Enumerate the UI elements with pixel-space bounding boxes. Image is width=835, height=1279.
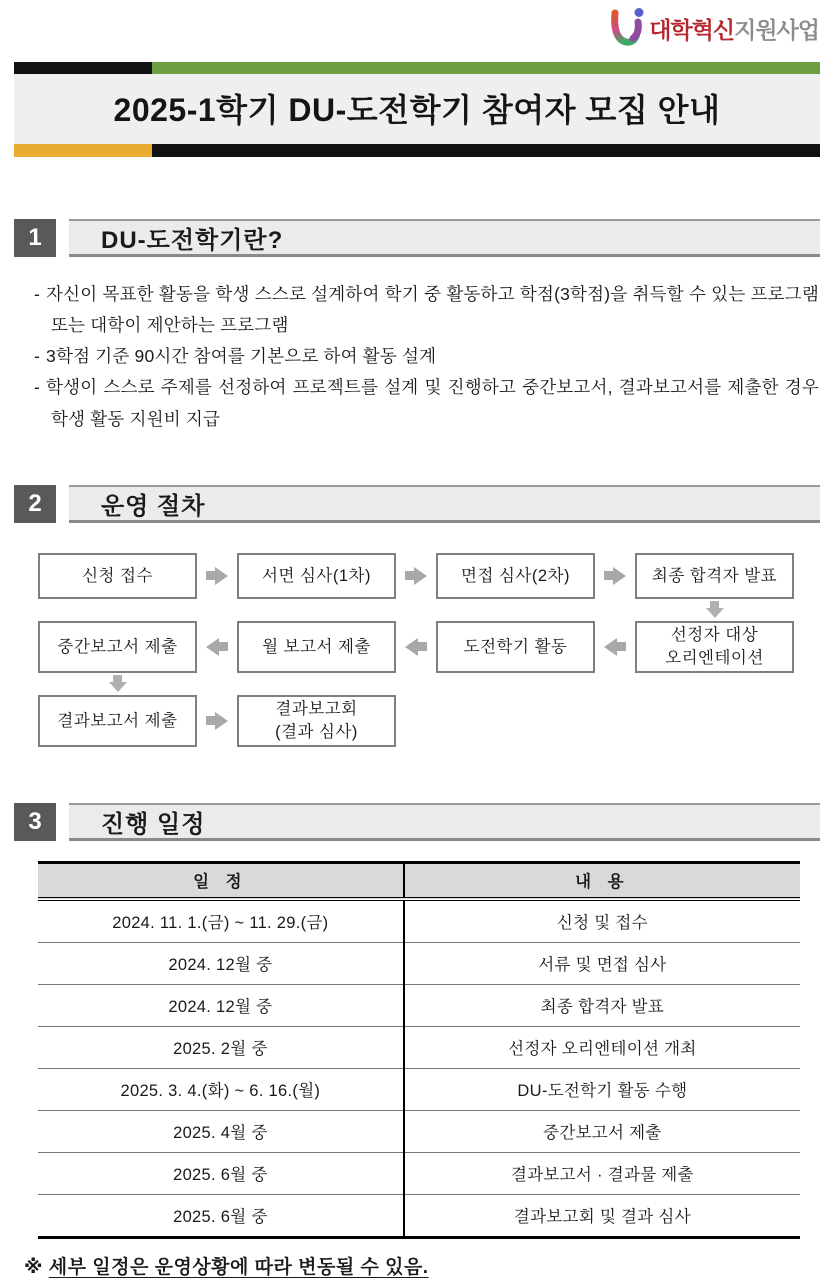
cell-date: 2025. 2월 중 bbox=[38, 1026, 404, 1068]
bullet-text: 자신이 목표한 활동을 학생 스스로 설계하여 학기 중 활동하고 학점(3학점)을 취득할 수 있는 프로그램 또는 대학이 제안하는 프로그램 bbox=[46, 284, 819, 336]
about-bullet-list bbox=[34, 279, 819, 435]
table-row bbox=[38, 899, 800, 943]
column-header-content: 내 용 bbox=[404, 862, 800, 899]
section-1-title: DU-도전학기란? bbox=[69, 219, 820, 257]
cell-content: 결과보고회 및 결과 심사 bbox=[513, 1207, 691, 1226]
university-innovation-logo bbox=[609, 7, 819, 54]
flow-step-final-announcement bbox=[635, 553, 794, 599]
page-title: 2025-1학기 DU-도전학기 참여자 모집 안내 bbox=[113, 92, 721, 128]
arrow-down-icon bbox=[635, 599, 794, 621]
flow-step-interview-review bbox=[436, 553, 595, 599]
section-1-number-badge: 1 bbox=[14, 219, 56, 257]
arrow-left-icon bbox=[595, 621, 635, 673]
arrow-right-icon bbox=[197, 553, 237, 599]
footnote-text: 세부 일정은 운영상황에 따라 변동될 수 있음. bbox=[48, 1256, 429, 1278]
footnote bbox=[24, 1252, 835, 1279]
section-2-header bbox=[14, 485, 820, 523]
process-flowchart bbox=[38, 553, 835, 747]
banner-body bbox=[14, 74, 820, 144]
table-header-row bbox=[38, 862, 800, 899]
flow-step-document-review bbox=[237, 553, 396, 599]
footnote-marker: ※ bbox=[24, 1256, 43, 1278]
section-1-header bbox=[14, 219, 820, 257]
section-3-number-badge: 3 bbox=[14, 803, 56, 841]
cell-date: 2024. 12월 중 bbox=[38, 942, 404, 984]
bullet-dash: - bbox=[34, 377, 41, 398]
table-row bbox=[38, 1152, 800, 1194]
arrow-left-icon bbox=[197, 621, 237, 673]
list-item bbox=[34, 279, 819, 341]
arrow-left-icon bbox=[396, 621, 436, 673]
flow-step-label: 도전학기 활동 bbox=[463, 637, 568, 656]
arrow-right-icon bbox=[595, 553, 635, 599]
table-row bbox=[38, 1068, 800, 1110]
flow-step-label: 서면 심사(1차) bbox=[262, 566, 371, 585]
table-row bbox=[38, 1110, 800, 1152]
cell-content: 결과보고서 · 결과물 제출 bbox=[404, 1152, 800, 1194]
cell-date: 2024. 11. 1.(금) ~ 11. 29.(금) bbox=[38, 899, 404, 943]
flow-step-monthly-report bbox=[237, 621, 396, 673]
section-2-number-badge: 2 bbox=[14, 485, 56, 523]
table-row bbox=[38, 942, 800, 984]
cell-content: DU-도전학기 활동 수행 bbox=[404, 1068, 800, 1110]
bullet-text: 3학점 기준 90시간 참여를 기본으로 하여 활동 설계 bbox=[46, 346, 437, 367]
banner-bottom-black-segment bbox=[152, 144, 820, 157]
schedule-table bbox=[38, 861, 800, 1239]
section-2-title: 운영 절차 bbox=[69, 485, 820, 523]
flow-step-label-line2: (결과 심사) bbox=[275, 722, 358, 741]
banner-bottom-bar bbox=[14, 144, 820, 157]
section-3-title: 진행 일정 bbox=[69, 803, 820, 841]
cell-content: 최종 합격자 발표 bbox=[404, 984, 800, 1026]
arrow-right-icon bbox=[197, 695, 237, 747]
arrow-right-icon bbox=[396, 553, 436, 599]
flow-step-apply bbox=[38, 553, 197, 599]
logo-text-primary: 대학혁신 bbox=[649, 16, 735, 43]
flow-step-label: 최종 합격자 발표 bbox=[651, 566, 778, 585]
cell-content: 신청 및 접수 bbox=[404, 899, 800, 943]
cell-date: 2025. 4월 중 bbox=[38, 1110, 404, 1152]
column-header-date: 일 정 bbox=[38, 862, 404, 899]
banner-top-green-segment bbox=[152, 62, 820, 74]
section-2-gap bbox=[56, 485, 69, 523]
list-item bbox=[34, 372, 819, 434]
section-3-gap bbox=[56, 803, 69, 841]
section-3-header bbox=[14, 803, 820, 841]
flow-step-label: 결과보고서 제출 bbox=[57, 711, 178, 730]
flow-step-label: 월 보고서 제출 bbox=[262, 637, 371, 656]
cell-date: 2025. 6월 중 bbox=[38, 1152, 404, 1194]
bullet-dash: - bbox=[34, 284, 41, 304]
list-item bbox=[34, 341, 819, 372]
cell-date: 2025. 3. 4.(화) ~ 6. 16.(월) bbox=[38, 1068, 404, 1110]
cell-content: 중간보고서 제출 bbox=[404, 1110, 800, 1152]
arrow-down-icon bbox=[38, 673, 197, 695]
flow-step-label: 신청 접수 bbox=[82, 566, 153, 585]
flow-step-final-report-submit bbox=[38, 695, 197, 747]
flow-step-label-line1: 선정자 대상 bbox=[670, 626, 759, 645]
flow-step-result-presentation bbox=[237, 695, 396, 747]
banner-bottom-gold-segment bbox=[14, 144, 152, 157]
table-row bbox=[38, 1194, 800, 1237]
flow-step-label-line1: 결과보고회 bbox=[275, 700, 358, 719]
u-gradient-icon bbox=[609, 7, 645, 54]
cell-date: 2025. 6월 중 bbox=[38, 1194, 404, 1237]
section-1-gap bbox=[56, 219, 69, 257]
cell-content: 서류 및 면접 심사 bbox=[404, 942, 800, 984]
table-row bbox=[38, 984, 800, 1026]
title-banner bbox=[14, 62, 820, 157]
logo-text-secondary: 지원사업 bbox=[734, 16, 819, 43]
banner-top-bar bbox=[14, 62, 820, 74]
flow-step-label-line2: 오리엔테이션 bbox=[665, 648, 764, 667]
cell-content: 선정자 오리엔테이션 개최 bbox=[404, 1026, 800, 1068]
cell-date: 2024. 12월 중 bbox=[38, 984, 404, 1026]
flow-step-label: 중간보고서 제출 bbox=[57, 637, 178, 656]
flow-step-orientation bbox=[635, 621, 794, 673]
flow-step-challenge-activity bbox=[436, 621, 595, 673]
table-row bbox=[38, 1026, 800, 1068]
bullet-dash: - bbox=[34, 346, 41, 367]
flow-step-midreport-submit bbox=[38, 621, 197, 673]
banner-top-black-segment bbox=[14, 62, 152, 74]
flow-step-label: 면접 심사(2차) bbox=[461, 566, 570, 585]
header-logo-row bbox=[0, 0, 835, 46]
logo-text bbox=[649, 16, 819, 43]
bullet-text: 학생이 스스로 주제를 선정하여 프로젝트를 설계 및 진행하고 중간보고서, 결과보고서를 제출한 경우 학생 활동 지원비 지급 bbox=[46, 377, 819, 429]
